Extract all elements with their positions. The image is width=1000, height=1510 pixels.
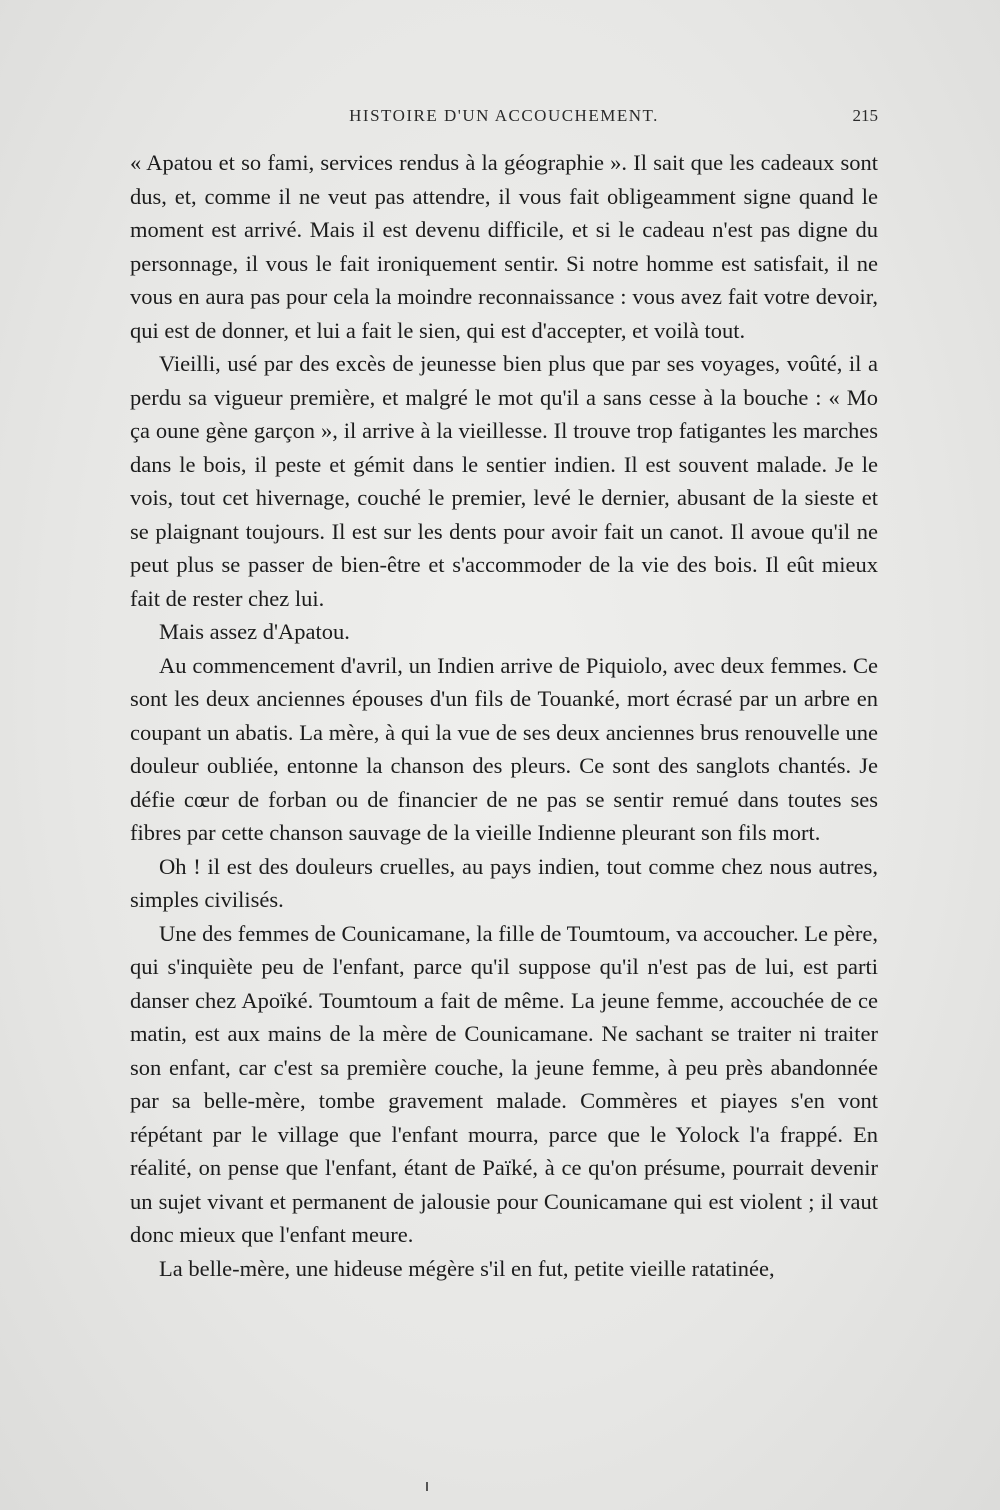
paragraph: Une des femmes de Counicamane, la fille de Toumtoum, va accoucher. Le père, qui s'inquiète peu de l'enfant, parce qu'il suppose qu'il n'est pas de lui, est parti danser chez Apoïké. Toumtoum a fait de même. La jeune femme, accouchée de ce matin, est aux mains de la mère de Counicamane. Ne sachant se traiter ni traiter son enfant, car c'est sa première couche, la jeune femme, à peu près abandonnée par sa belle-mère, tombe gravement malade. Commères et piayes s'en vont répétant par le village que l'enfant mourra, parce que le Yolock l'a frappé. En réalité, on pense que l'enfant, étant de Païké, à ce qu'on présume, pourrait devenir un sujet vivant et permanent de jalousie pour Counicamane qui est violent ; il vaut donc mieux que l'enfant meure.	[130, 920, 878, 1247]
paragraph: Oh ! il est des douleurs cruelles, au pays indien, tout comme chez nous autres, simples civilisés.	[130, 853, 878, 912]
print-mark	[426, 1482, 428, 1491]
running-title: HISTOIRE D'UN ACCOUCHEMENT.	[349, 106, 659, 125]
page-number: 215	[852, 106, 878, 125]
paragraph: Vieilli, usé par des excès de jeunesse bien plus que par ses voyages, voûté, il a perdu sa vigueur première, et malgré le mot qu'il a sans cesse à la bouche : « Mo ça oune gène garçon », il arrive à la vieillesse. Il trouve trop fatigantes les marches dans le bois, il peste et gémit dans le sentier indien. Il est souvent malade. Je le vois, tout cet hivernage, couché le premier, levé le dernier, abusant de la sieste et se plaignant toujours. Il est sur les dents pour avoir fait un canot. Il avoue qu'il ne peut plus se passer de bien-être et s'accommoder de la vie des bois. Il eût mieux fait de rester chez lui.	[130, 351, 878, 611]
running-head	[130, 102, 878, 132]
paragraph: La belle-mère, une hideuse mégère s'il en fut, petite vieille ratatinée,	[159, 1255, 775, 1281]
paragraph: Au commencement d'avril, un Indien arrive de Piquiolo, avec deux femmes. Ce sont les deux anciennes épouses d'un fils de Touanké, mort écrasé par un arbre en coupant un abatis. La mère, à qui la vue de ses deux anciennes brus renouvelle une douleur oubliée, entonne la chanson des pleurs. Ce sont des sanglots chantés. Je défie cœur de forban ou de financier de ne pas se sentir remué dans toutes ses fibres par cette chanson sauvage de la vieille Indienne pleurant son fils mort.	[130, 652, 878, 845]
paragraph: Mais assez d'Apatou.	[159, 619, 350, 644]
paragraph: « Apatou et so fami, services rendus à la géographie ». Il sait que les cadeaux sont dus, et, comme il ne veut pas attendre, il vous fait obligeamment signe quand le moment est arrivé. Mais il est devenu difficile, et si le cadeau n'est pas digne du personnage, il vous le fait ironiquement sentir. Si notre homme est satisfait, il ne vous en aura pas pour cela la moindre reconnaissance : vous avez fait votre devoir, qui est de donner, et lui a fait le sien, qui est d'accepter, et voilà tout.	[130, 150, 878, 343]
text-body	[130, 146, 878, 1285]
